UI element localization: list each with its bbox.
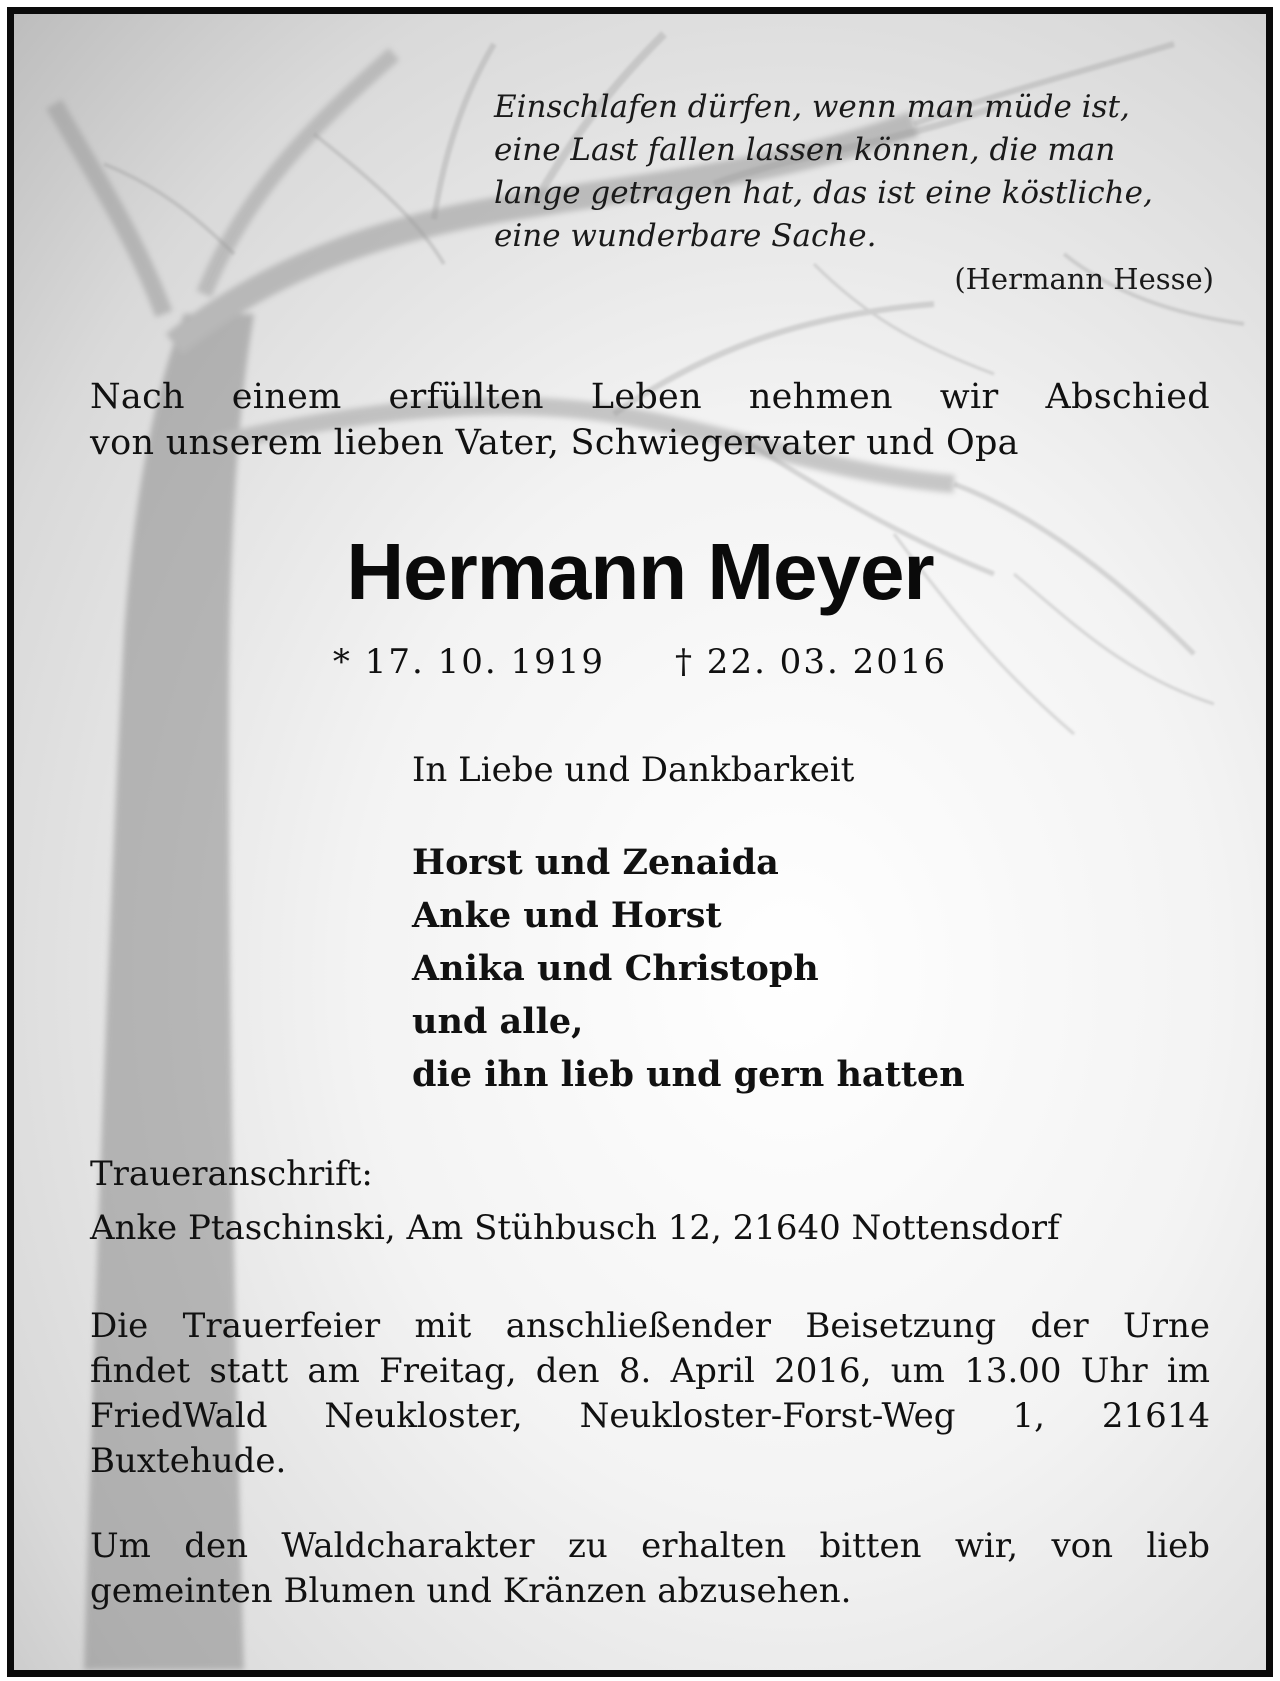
quote-line: eine wunderbare Sache. [494,218,877,254]
mourners-list [412,836,965,1101]
deceased-name: Hermann Meyer [346,527,934,616]
mourner-name: Anika und Christoph [412,948,819,989]
intro-line: von unserem lieben Vater, Schwiegervater und Opa [90,423,1019,463]
birth-date: * 17. 10. 1919 [332,642,605,682]
mourner-name: die ihn lieb und gern hatten [412,1054,965,1095]
ceremony-line: Die Trauerfeier mit anschließender Beisetzung der Urne [90,1306,1210,1346]
address-value: Anke Ptaschinski, Am Stühbusch 12, 21640 Nottensdorf [90,1208,1060,1248]
ceremony-line: findet statt am Freitag, den 8. April 2016, um 13.00 Uhr im [90,1351,1210,1391]
intro-line: Nach einem erfüllten Leben nehmen wir Abschied [90,377,1210,417]
obituary-card [7,7,1273,1677]
quote-line: Einschlafen dürfen, wenn man müde ist, [494,89,1130,125]
ceremony-info [90,1304,1210,1484]
mourners-intro: In Liebe und Dankbarkeit [412,750,855,790]
mourner-name: und alle, [412,1001,584,1042]
note-line: Um den Waldcharakter zu erhalten bitten wir, von lieb [90,1526,1210,1566]
life-dates [14,642,1266,682]
mourner-name: Horst und Zenaida [412,842,779,883]
mourner-name: Anke und Horst [412,895,722,936]
ceremony-line: FriedWald Neukloster, Neukloster-Forst-Weg 1, 21614 [90,1396,1210,1436]
note-line: gemeinten Blumen und Kränzen abzusehen. [90,1571,852,1611]
quote [494,86,1214,258]
quote-line: lange getragen hat, das ist eine köstliche, [494,175,1153,211]
quote-line: eine Last fallen lassen können, die man [494,132,1116,168]
address-label: Traueranschrift: [90,1154,373,1194]
flowers-note [90,1524,1210,1614]
obituary-content [14,14,1266,1670]
quote-author: (Hermann Hesse) [954,262,1214,296]
ceremony-line: Buxtehude. [90,1441,287,1481]
death-date: † 22. 03. 2016 [675,642,948,682]
farewell-intro [90,374,1210,466]
